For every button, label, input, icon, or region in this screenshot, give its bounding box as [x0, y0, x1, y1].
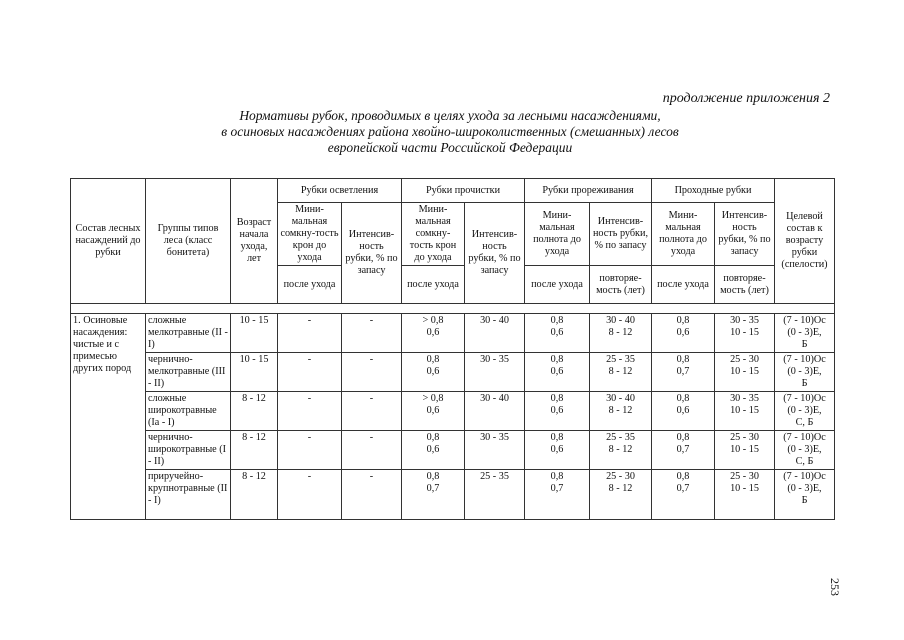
spacer-row [71, 304, 835, 314]
header-thinning: Рубки прореживания [525, 179, 652, 203]
cell-c-int [465, 431, 525, 470]
cell-line: 8 - 12 [608, 405, 633, 416]
cell-p-int [715, 392, 775, 431]
cell-line: - [307, 471, 312, 482]
cell-line: 25 - 30 [730, 471, 759, 482]
cell-line: 0,8 [426, 432, 440, 443]
cell-line: - [369, 393, 374, 404]
cell-line: - [369, 315, 374, 326]
table-body [71, 314, 835, 520]
cell-p-int [715, 353, 775, 392]
cell-line: 0,6 [426, 327, 440, 338]
cell-l-crown [278, 392, 342, 431]
cell-p-dens [652, 392, 715, 431]
cell-line: сложные мелкотравные (II - I) [148, 315, 228, 350]
cell-target [775, 392, 835, 431]
cell-line: 0,8 [550, 432, 564, 443]
cell-line: 25 - 35 [606, 354, 635, 365]
title-line-2: в осиновых насаждениях района хвойно-широколиственных (смешанных) лесов [221, 124, 679, 139]
cell-line: 30 - 40 [480, 315, 509, 326]
cell-line: 30 - 35 [480, 354, 509, 365]
cell-line: Б [801, 339, 808, 350]
cell-line: 0,6 [426, 405, 440, 416]
group-label: 1. Осиновые насаждения: чистые и с примесью других пород [71, 314, 146, 520]
header-l-min-crown: Мини-мальная сомкну-тость крон до ухода [278, 203, 342, 266]
cell-line: 0,6 [676, 405, 690, 416]
cell-line: 0,7 [676, 366, 690, 377]
cell-t-int [590, 353, 652, 392]
header-c-min-crown: Мини-мальная сомкну-тость крон до ухода [402, 203, 465, 266]
cell-age [231, 353, 278, 392]
cell-line: 0,6 [550, 405, 564, 416]
cell-line: 8 - 12 [242, 471, 266, 482]
cell-age [231, 431, 278, 470]
cell-l-int [342, 392, 402, 431]
cell-p-dens [652, 470, 715, 520]
cell-line: 30 - 35 [730, 393, 759, 404]
cell-line: 8 - 12 [608, 366, 633, 377]
cell-age [231, 314, 278, 353]
cell-p-int [715, 431, 775, 470]
cell-c-int [465, 353, 525, 392]
cell-t-dens [525, 314, 590, 353]
cell-t-int [590, 392, 652, 431]
cell-line: 0,8 [426, 471, 440, 482]
cell-type [146, 314, 231, 353]
table-row [71, 314, 835, 353]
cell-line: (7 - 10)Ос [783, 393, 826, 404]
cell-line: - [307, 354, 312, 365]
header-p-min-density: Мини-мальная полнота до ухода [652, 203, 715, 266]
cell-p-int [715, 314, 775, 353]
cell-age [231, 470, 278, 520]
cell-target [775, 431, 835, 470]
cell-line: 0,6 [676, 327, 690, 338]
cell-c-int [465, 392, 525, 431]
cell-line: (0 - 3)Е, [787, 483, 822, 494]
cell-p-int [715, 470, 775, 520]
cell-line: 25 - 30 [606, 471, 635, 482]
cell-line: - [307, 393, 312, 404]
cell-line: 30 - 40 [606, 393, 635, 404]
cell-line: > 0,8 [422, 393, 444, 404]
header-p-intensity: Интенсив-ность рубки, % по запасу [715, 203, 775, 266]
cell-p-dens [652, 314, 715, 353]
cell-line: 25 - 30 [730, 432, 759, 443]
cell-line: 0,7 [426, 483, 440, 494]
header-forest-types: Группы типов леса (класс бонитета) [146, 179, 231, 304]
cell-line: 0,8 [676, 354, 690, 365]
cell-l-int [342, 314, 402, 353]
cell-c-int [465, 470, 525, 520]
cell-c-crown [402, 353, 465, 392]
cell-line: - [307, 432, 312, 443]
cell-t-int [590, 314, 652, 353]
header-passage: Проходные рубки [652, 179, 775, 203]
cell-line: 25 - 35 [606, 432, 635, 443]
cell-line: 0,8 [550, 393, 564, 404]
cell-c-crown [402, 470, 465, 520]
cell-target [775, 353, 835, 392]
cell-t-dens [525, 431, 590, 470]
header-t-after: после ухода [525, 266, 590, 304]
cell-line: С, Б [795, 417, 814, 428]
cell-line: чернично-широкотравные (I - II) [148, 432, 227, 467]
document-title [120, 108, 780, 156]
cell-line: 30 - 35 [480, 432, 509, 443]
cell-line: (0 - 3)Е, [787, 444, 822, 455]
cell-l-int [342, 431, 402, 470]
cell-line: (0 - 3)Е, [787, 366, 822, 377]
cell-type [146, 431, 231, 470]
cell-line: 8 - 12 [608, 483, 633, 494]
header-t-repeat: повторяе-мость (лет) [590, 266, 652, 304]
cell-line: 8 - 12 [242, 432, 266, 443]
cell-line: 10 - 15 [239, 315, 269, 326]
cell-line: 0,8 [676, 315, 690, 326]
cell-l-int [342, 470, 402, 520]
cell-c-crown [402, 431, 465, 470]
cell-type [146, 353, 231, 392]
cell-line: 10 - 15 [730, 327, 759, 338]
cell-target [775, 314, 835, 353]
header-c-intensity: Интенсив-ность рубки, % по запасу [465, 203, 525, 304]
title-line-1: Нормативы рубок, проводимых в целях ухода за лесными насаждениями, [239, 108, 661, 123]
table-row [71, 353, 835, 392]
header-p-after: после ухода [652, 266, 715, 304]
cell-line: 0,7 [676, 444, 690, 455]
cell-c-crown [402, 314, 465, 353]
cell-line: 8 - 12 [242, 393, 266, 404]
cell-line: 0,8 [550, 471, 564, 482]
cell-line: 30 - 40 [480, 393, 509, 404]
cell-line: 0,6 [550, 444, 564, 455]
cell-line: 0,7 [550, 483, 564, 494]
cell-l-crown [278, 470, 342, 520]
cell-type [146, 470, 231, 520]
cell-p-dens [652, 431, 715, 470]
cell-c-crown [402, 392, 465, 431]
cell-line: 30 - 40 [606, 315, 635, 326]
header-t-min-density: Мини-мальная полнота до ухода [525, 203, 590, 266]
header-target: Целевой состав к возрасту рубки (спелости) [775, 179, 835, 304]
header-composition: Состав лесных насаждений до рубки [71, 179, 146, 304]
cell-t-dens [525, 353, 590, 392]
cell-line: (7 - 10)Ос [783, 315, 826, 326]
cell-line: - [307, 315, 312, 326]
cell-p-dens [652, 353, 715, 392]
cell-line: С, Б [795, 456, 814, 467]
cell-line: > 0,8 [422, 315, 444, 326]
cell-line: 10 - 15 [730, 483, 759, 494]
cell-target [775, 470, 835, 520]
cell-line: (7 - 10)Ос [783, 432, 826, 443]
cell-l-crown [278, 314, 342, 353]
header-l-intensity: Интенсив-ность рубки, % по запасу [342, 203, 402, 304]
cell-line: - [369, 432, 374, 443]
cell-line: 30 - 35 [730, 315, 759, 326]
cell-line: 0,8 [550, 315, 564, 326]
cell-line: 25 - 30 [730, 354, 759, 365]
title-line-3: европейской части Российской Федерации [327, 140, 573, 155]
cell-age [231, 392, 278, 431]
cell-line: 0,8 [550, 354, 564, 365]
cell-line: 0,6 [426, 444, 440, 455]
cell-line: приручейно-крупнотравные (II - I) [148, 471, 228, 506]
header-p-repeat: повторяе-мость (лет) [715, 266, 775, 304]
cell-l-crown [278, 431, 342, 470]
cell-line: 0,6 [550, 366, 564, 377]
cell-line: 8 - 12 [608, 444, 633, 455]
cell-line: Б [801, 378, 808, 389]
page-number: 253 [828, 578, 842, 596]
header-c-after: после ухода [402, 266, 465, 304]
cell-line: 0,6 [550, 327, 564, 338]
cell-line: 25 - 35 [480, 471, 509, 482]
cell-line: 0,8 [426, 354, 440, 365]
cell-line: 0,8 [676, 432, 690, 443]
cell-line: 0,7 [676, 483, 690, 494]
header-l-after: после ухода [278, 266, 342, 304]
cell-line: 10 - 15 [730, 405, 759, 416]
table-row [71, 470, 835, 520]
cell-t-dens [525, 392, 590, 431]
cell-line: 10 - 15 [239, 354, 269, 365]
norms-table [70, 178, 835, 520]
table-row [71, 431, 835, 470]
header-t-intensity: Интенсив-ность рубки, % по запасу [590, 203, 652, 266]
header-start-age: Возраст начала ухода, лет [231, 179, 278, 304]
cell-line: Б [801, 495, 808, 506]
cell-l-crown [278, 353, 342, 392]
header-cleaning: Рубки прочистки [402, 179, 525, 203]
cell-c-int [465, 314, 525, 353]
header-lightening: Рубки осветления [278, 179, 402, 203]
cell-line: 10 - 15 [730, 444, 759, 455]
cell-line: 8 - 12 [608, 327, 633, 338]
cell-line: 10 - 15 [730, 366, 759, 377]
cell-line: чернично-мелкотравные (III - II) [148, 354, 226, 389]
cell-t-int [590, 431, 652, 470]
cell-line: - [369, 354, 374, 365]
cell-l-int [342, 353, 402, 392]
cell-line: сложные широкотравные (Ia - I) [148, 393, 217, 428]
cell-line: (7 - 10)Ос [783, 354, 826, 365]
cell-t-int [590, 470, 652, 520]
table-row [71, 392, 835, 431]
cell-t-dens [525, 470, 590, 520]
cell-line: (7 - 10)Ос [783, 471, 826, 482]
cell-type [146, 392, 231, 431]
cell-line: 0,8 [676, 471, 690, 482]
cell-line: 0,6 [426, 366, 440, 377]
cell-line: (0 - 3)Е, [787, 327, 822, 338]
continuation-note: продолжение приложения 2 [662, 91, 830, 106]
cell-line: - [369, 471, 374, 482]
cell-line: 0,8 [676, 393, 690, 404]
cell-line: (0 - 3)Е, [787, 405, 822, 416]
